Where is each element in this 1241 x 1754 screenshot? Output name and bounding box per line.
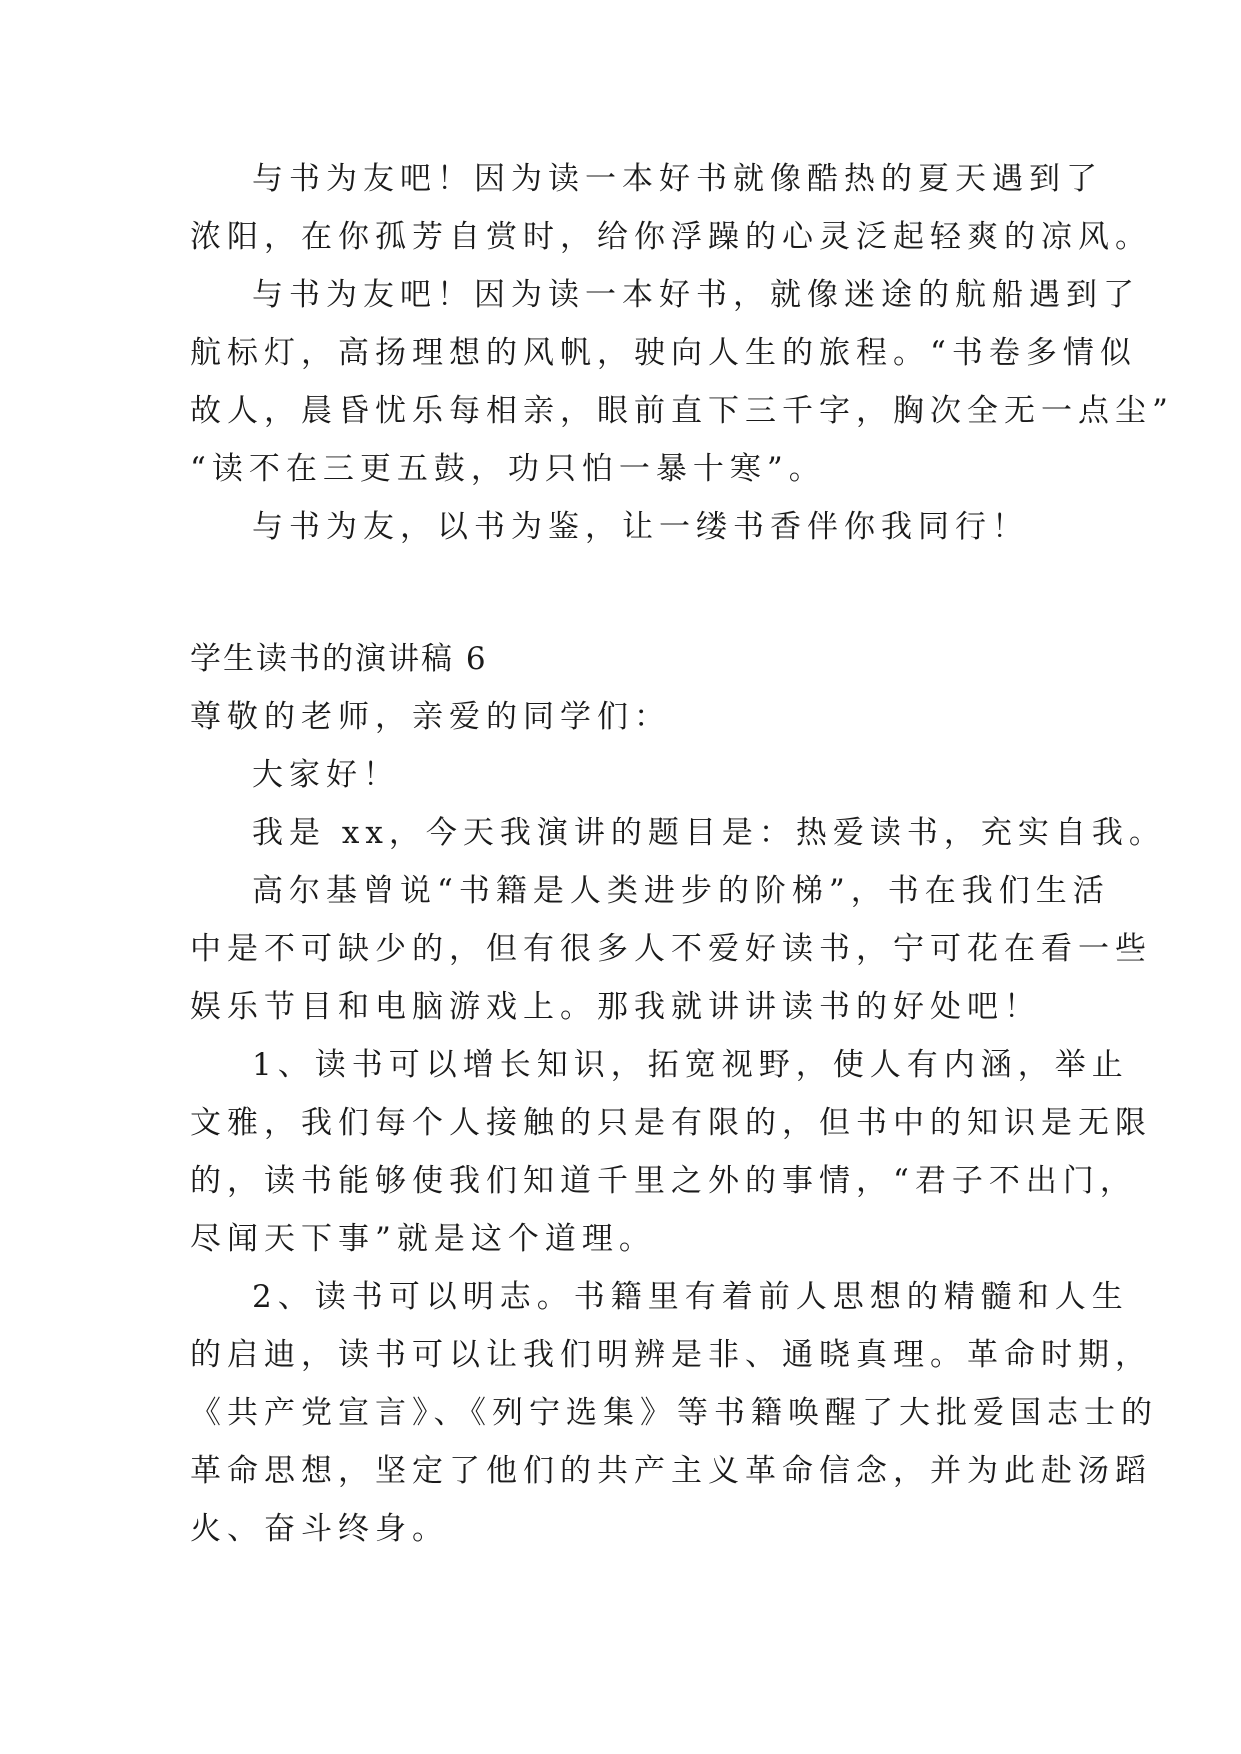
section-spacer: [190, 556, 1070, 630]
paragraph-line: 中是不可缺少的，但有很多人不爱好读书，宁可花在看一些: [190, 931, 1152, 967]
salutation: 尊敬的老师，亲爱的同学们：: [190, 699, 671, 735]
paragraph-line: 的，读书能够使我们知道千里之外的事情，“君子不出门，: [190, 1163, 1137, 1199]
paragraph-line: 我是 xx，今天我演讲的题目是：热爱读书，充实自我。: [252, 815, 1166, 851]
paragraph-line: 故人，晨昏忧乐每相亲，眼前直下三千字，胸次全无一点尘”: [190, 393, 1174, 429]
paragraph-line: 文雅，我们每个人接触的只是有限的，但书中的知识是无限: [190, 1105, 1152, 1141]
paragraph-line: 2、读书可以明志。书籍里有着前人思想的精髓和人生: [252, 1279, 1129, 1315]
paragraph-line: 与书为友吧！因为读一本好书，就像迷途的航船遇到了: [252, 277, 1140, 313]
paragraph-line: 火、奋斗终身。: [190, 1511, 449, 1547]
paragraph-line: 浓阳，在你孤芳自赏时，给你浮躁的心灵泛起轻爽的凉风。: [190, 219, 1152, 255]
section-title: 学生读书的演讲稿 6: [190, 641, 488, 677]
paragraph-line: 1、读书可以增长知识，拓宽视野，使人有内涵，举止: [252, 1047, 1129, 1083]
paragraph-line: 革命思想，坚定了他们的共产主义革命信念，并为此赴汤蹈: [190, 1453, 1152, 1489]
paragraph-line: 航标灯，高扬理想的风帆，驶向人生的旅程。“书卷多情似: [190, 335, 1137, 371]
paragraph-line: 与书为友吧！因为读一本好书就像酷热的夏天遇到了: [252, 161, 1103, 197]
paragraph-line: 尽闻天下事”就是这个道理。: [190, 1221, 656, 1257]
paragraph-line: 与书为友，以书为鉴，让一缕书香伴你我同行！: [252, 509, 1029, 545]
paragraph-line: 《共产党宣言》、《列宁选集》等书籍唤醒了大批爱国志士的: [190, 1395, 1158, 1431]
paragraph-line: 的启迪，读书可以让我们明辨是非、通晓真理。革命时期，: [190, 1337, 1152, 1373]
paragraph-line: 娱乐节目和电脑游戏上。那我就讲讲读书的好处吧！: [190, 989, 1041, 1025]
paragraph-line: “读不在三更五鼓，功只怕一暴十寒”。: [190, 451, 826, 487]
paragraph-line: 高尔基曾说“书籍是人类进步的阶梯”，书在我们生活: [252, 873, 1110, 909]
greeting: 大家好！: [252, 757, 400, 793]
document-body: [190, 150, 1174, 1558]
